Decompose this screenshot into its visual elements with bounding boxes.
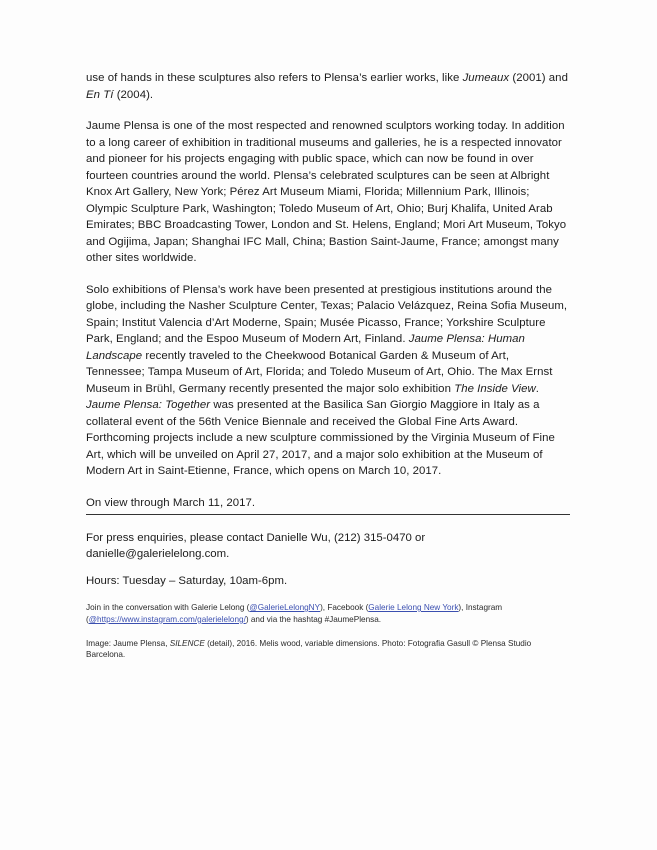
social-text: Join in the conversation with Galerie Lelong ( — [86, 603, 250, 612]
press-release-body — [86, 70, 570, 526]
paragraph-on-view-dates: On view through March 11, 2017. — [86, 496, 256, 509]
facebook-link[interactable]: Galerie Lelong New York — [368, 603, 459, 612]
gallery-hours-line: Hours: Tuesday – Saturday, 10am-6pm. — [86, 575, 288, 587]
social-text: ), Instagram ( — [86, 603, 503, 624]
exhibition-title-human-landscape: Jaume Plensa: Human Landscape — [86, 333, 525, 362]
paragraph-solo-exhibitions — [86, 282, 570, 480]
exhibition-title-inside-view: The Inside View — [454, 382, 536, 395]
artwork-title-en-ti: En Tí — [86, 88, 114, 101]
image-credit-line — [86, 638, 570, 662]
paragraph-text: (2001) and — [509, 72, 568, 84]
paragraph-text: recently traveled to the Cheekwood Botanical Garden & Museum of Art, Tennessee; Tampa Museum of Art, Florida; and Toledo Museum of Art, Ohio. The Max Ernst Museum in Brühl, Germany recently presented the major solo exhibition — [86, 349, 553, 395]
artwork-title-jumeaux: Jumeaux — [462, 72, 510, 84]
paragraph-text: was presented at the Basilica San Giorgio Maggiore in Italy as a collateral event of the 56th Venice Biennale and received the Global Fine Arts Award. Forthcoming projects include a new sculpture commissioned by the Virginia Museum of Fine Art, which will be unveiled on April 27, 2017, and a major solo exhibition at the Museum of Modern Art in Saint-Etienne, France, which opens on March 10, 2017. — [86, 399, 555, 477]
credit-text: Image: Jaume Plensa, — [86, 638, 170, 648]
paragraph-plensa-earlier-works — [86, 70, 570, 103]
social-media-line — [86, 602, 570, 626]
exhibition-title-together: Jaume Plensa: Together — [86, 399, 211, 411]
footer-section — [86, 530, 570, 673]
paragraph-text: Solo exhibitions of Plensa’s work have been presented at prestigious institutions around the globe, including the Nasher Sculpture Center, Texas; Palacio Velázquez, Reina Sofia Museum, Spain; Institut Valencia d’Art Moderne, Spain; Musée Picasso, France; Yorkshire Sculpture Park, England; and the Espoo Museum of Modern Art, Finland. — [86, 283, 568, 345]
social-text: ), Facebook ( — [320, 603, 369, 612]
press-contact-line: For press enquiries, please contact Danielle Wu, (212) 315-0470 or danielle@galerielelong.com. — [86, 532, 426, 560]
paragraph-text: (2004). — [113, 88, 154, 101]
paragraph-text: use of hands in these sculptures also refers to Plensa’s earlier works, like — [86, 72, 463, 84]
instagram-link[interactable]: @https://www.instagram.com/galerielelong/ — [88, 614, 246, 624]
artwork-title-silence: SILENCE — [169, 638, 205, 648]
credit-text: (detail), 2016. Melis wood, variable dimensions. Photo: Fotografia Gasull © Plensa Studio Barcelona. — [86, 638, 532, 660]
section-divider — [86, 514, 570, 515]
paragraph-plensa-biography: Jaume Plensa is one of the most respected and renowned sculptors working today. In addition to a long career of exhibition in traditional museums and galleries, he is a respected innovator and pioneer for his projects engaging with public space, which can now be found in over fourteen countries around the world. Plensa’s celebrated sculptures can be seen at Albright Knox Art Gallery, New York; Pérez Art Museum Miami, Florida; Millennium Park, Illinois; Olympic Sculpture Park, Washington; Toledo Museum of Art, Ohio; Burj Khalifa, United Arab Emirates; BBC Broadcasting Tower, London and St. Helens, England; Mori Art Museum, Tokyo and Ogijima, Japan; Shanghai IFC Mall, China; Bastion Saint-Jaume, France; amongst many other sites worldwide. — [86, 120, 567, 264]
social-text: ) and via the hashtag #JaumePlensa. — [245, 614, 382, 624]
twitter-link[interactable]: @GalerieLelongNY — [249, 603, 321, 612]
paragraph-text: . — [535, 382, 539, 395]
